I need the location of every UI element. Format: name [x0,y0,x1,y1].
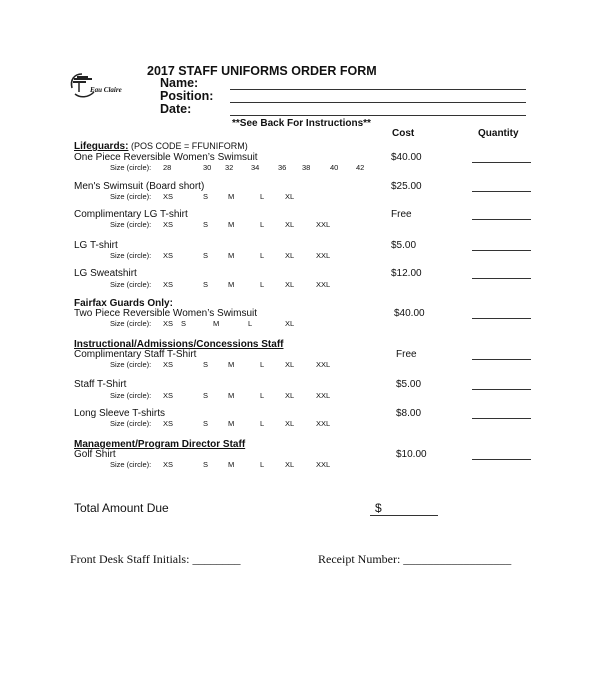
size-option[interactable]: XXL [316,280,331,289]
form-title: 2017 STAFF UNIFORMS ORDER FORM [147,64,377,78]
item-cost: Free [391,209,412,220]
size-option[interactable]: M [228,251,235,260]
name-label: Name: [160,76,199,90]
logo [68,70,140,104]
size-option[interactable]: L [260,192,265,201]
size-option[interactable]: 42 [356,163,365,172]
size-label: Size (circle): [110,360,152,369]
size-option[interactable]: XL [285,192,295,201]
size-label: Size (circle): [110,251,152,260]
size-option[interactable]: XL [285,220,295,229]
size-option[interactable]: S [181,319,187,328]
size-label: Size (circle): [110,319,152,328]
size-option[interactable]: 32 [225,163,234,172]
item-cost: $25.00 [391,181,422,192]
size-option[interactable]: M [228,220,235,229]
size-option[interactable]: XXL [316,391,331,400]
size-option[interactable]: XL [285,319,295,328]
logo-text: Eau Claire [90,86,122,94]
size-option[interactable]: XS [163,319,174,328]
quantity-field[interactable] [472,318,531,319]
size-option[interactable]: L [260,251,265,260]
size-option[interactable]: S [203,460,209,469]
position-label: Position: [160,89,214,103]
size-label: Size (circle): [110,163,152,172]
size-option[interactable]: XL [285,280,295,289]
position-field[interactable] [230,102,526,103]
item-cost: $8.00 [396,408,422,419]
size-option[interactable]: S [203,220,209,229]
size-label: Size (circle): [110,391,152,400]
item-cost: $5.00 [391,240,417,251]
quantity-field[interactable] [472,219,531,220]
size-option[interactable]: XS [163,192,174,201]
size-option[interactable]: XXL [316,460,331,469]
size-label: Size (circle): [110,419,152,428]
size-option[interactable]: XS [163,360,174,369]
quantity-field[interactable] [472,278,531,279]
size-option[interactable]: XL [285,460,295,469]
size-option[interactable]: M [228,460,235,469]
total-field[interactable] [370,515,438,516]
size-option[interactable]: XS [163,280,174,289]
lifeguards-header [74,141,248,152]
size-option[interactable]: L [260,419,265,428]
size-option[interactable]: 30 [203,163,212,172]
total-currency: $ [375,501,382,515]
front-desk-initials: Front Desk Staff Initials: ________ [70,552,241,566]
size-option[interactable]: XL [285,419,295,428]
pos-code-note: (POS CODE = FFUNIFORM) [130,141,248,151]
instructions-note: **See Back For Instructions** [232,118,371,129]
item-name: Complimentary LG T-shirt [74,209,188,220]
size-option[interactable]: XL [285,360,295,369]
item-cost: $40.00 [394,308,425,319]
instructional-header: Instructional/Admissions/Concessions Staff [74,339,284,350]
size-label: Size (circle): [110,220,152,229]
quantity-field[interactable] [472,418,531,419]
size-option[interactable]: XS [163,391,174,400]
size-option[interactable]: 38 [302,163,311,172]
lifeguards-title: Lifeguards: [74,141,129,152]
size-option[interactable]: XL [285,391,295,400]
size-option[interactable]: M [228,360,235,369]
size-option[interactable]: L [260,391,265,400]
size-option[interactable]: S [203,251,209,260]
size-option[interactable]: XS [163,220,174,229]
size-option[interactable]: L [260,460,265,469]
size-option[interactable]: L [248,319,253,328]
size-option[interactable]: XXL [316,360,331,369]
quantity-field[interactable] [472,162,531,163]
item-name: Men's Swimsuit (Board short) [74,181,205,192]
quantity-header: Quantity [478,128,519,139]
item-name: Two Piece Reversible Women’s Swimsuit [74,308,258,319]
receipt-number: Receipt Number: __________________ [318,552,512,566]
item-cost: $40.00 [391,152,422,163]
cost-header: Cost [392,128,415,139]
size-option[interactable]: L [260,360,265,369]
size-label: Size (circle): [110,192,152,201]
date-field[interactable] [230,115,526,116]
size-option[interactable]: XS [163,251,174,260]
size-option[interactable]: XXL [316,419,331,428]
size-option[interactable]: S [203,391,209,400]
size-option[interactable]: S [203,280,209,289]
size-option[interactable]: XS [163,460,174,469]
management-header: Management/Program Director Staff [74,439,246,450]
fairfax-header: Fairfax Guards Only: [74,298,173,309]
size-option[interactable]: S [203,192,209,201]
size-option[interactable]: M [228,192,235,201]
size-option[interactable]: L [260,220,265,229]
size-option[interactable]: M [228,280,235,289]
total-label: Total Amount Due [74,501,169,515]
size-label: Size (circle): [110,460,152,469]
date-label: Date: [160,102,192,116]
size-option[interactable]: M [228,419,235,428]
item-cost: $10.00 [396,449,427,460]
item-cost: $5.00 [396,379,422,390]
name-field[interactable] [230,89,526,90]
size-option[interactable]: XS [163,419,174,428]
item-name: Staff T-Shirt [74,379,127,390]
item-name: Complimentary Staff T-Shirt [74,349,197,360]
quantity-field[interactable] [472,459,531,460]
item-name: LG Sweatshirt [74,268,137,279]
item-name: Long Sleeve T-shirts [74,408,165,419]
size-option[interactable]: L [260,280,265,289]
item-name: One Piece Reversible Women’s Swimsuit [74,152,258,163]
quantity-field[interactable] [472,359,531,360]
size-option[interactable]: M [228,391,235,400]
size-option[interactable]: XXL [316,220,331,229]
size-option[interactable]: XXL [316,251,331,260]
size-option[interactable]: S [203,419,209,428]
size-option[interactable]: XL [285,251,295,260]
item-cost: Free [396,349,417,360]
quantity-field[interactable] [472,250,531,251]
item-name: Golf Shirt [74,449,116,460]
size-option[interactable]: 34 [251,163,260,172]
size-label: Size (circle): [110,280,152,289]
item-cost: $12.00 [391,268,422,279]
quantity-field[interactable] [472,389,531,390]
item-name: LG T-shirt [74,240,118,251]
size-option[interactable]: 40 [330,163,339,172]
size-option[interactable]: 36 [278,163,287,172]
quantity-field[interactable] [472,191,531,192]
size-option[interactable]: M [213,319,220,328]
size-option[interactable]: 28 [163,163,172,172]
size-option[interactable]: S [203,360,209,369]
